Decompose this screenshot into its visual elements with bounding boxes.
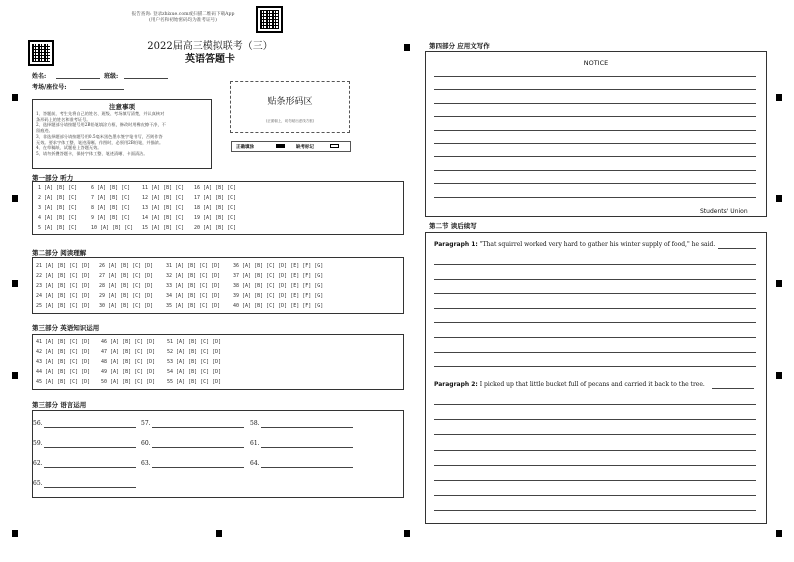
grammar-item-number: 57. — [141, 420, 151, 427]
section-continuation-title: 第二节 读后续写 — [429, 222, 477, 230]
answer-option-row[interactable]: 1 [A] [B] [C] — [38, 185, 78, 191]
paragraph2-prompt — [434, 381, 705, 388]
answer-option-row[interactable]: 4 [A] [B] [C] — [38, 215, 78, 221]
answer-option-row[interactable]: 20 [A] [B] [C] — [194, 225, 237, 231]
ruled-line[interactable] — [434, 465, 756, 466]
answer-option-row[interactable]: 34 [A] [B] [C] [D] — [166, 293, 221, 299]
ruled-line[interactable] — [434, 293, 756, 294]
name-field[interactable] — [56, 78, 100, 79]
ruled-line[interactable] — [434, 264, 756, 265]
notice-line: 2、选择题部分请按题号用2B铅笔填涂方框，修改时用橡皮擦干净，不 — [36, 122, 166, 128]
paragraph1-label: Paragraph 1: — [434, 241, 478, 248]
answer-option-row[interactable]: 33 [A] [B] [C] [D] — [166, 283, 221, 289]
answer-option-row[interactable]: 28 [A] [B] [C] [D] — [99, 283, 154, 289]
answer-option-row[interactable]: 36 [A] [B] [C] [D] [E] [F] [G] — [233, 263, 324, 269]
answer-option-row[interactable]: 41 [A] [B] [C] [D] — [36, 339, 91, 345]
ruled-line[interactable] — [434, 322, 756, 323]
paragraph1-text: "That squirrel worked very hard to gather his winter supply of food," he said. — [479, 241, 716, 248]
ruled-line[interactable] — [434, 404, 756, 405]
answer-option-row[interactable]: 27 [A] [B] [C] [D] — [99, 273, 154, 279]
section-grammar-title: 第三部分 语言运用 — [32, 401, 87, 409]
answer-option-row[interactable]: 39 [A] [B] [C] [D] [E] [F] [G] — [233, 293, 324, 299]
alignment-mark — [776, 94, 782, 101]
answer-option-row[interactable]: 35 [A] [B] [C] [D] — [166, 303, 221, 309]
ruled-line[interactable] — [434, 103, 756, 104]
grammar-item-number: 60. — [141, 440, 151, 447]
answer-option-row[interactable]: 31 [A] [B] [C] [D] — [166, 263, 221, 269]
grammar-answer-blank[interactable] — [44, 447, 136, 448]
answer-option-row[interactable]: 47 [A] [B] [C] [D] — [101, 349, 156, 355]
ruled-line[interactable] — [434, 495, 756, 496]
answer-option-row[interactable]: 14 [A] [B] [C] — [142, 215, 185, 221]
report-note-line: (用户名和初始密码均为准考证号) — [149, 18, 217, 23]
notice-line: 3、非选择题部分请按题号用0.5毫米黑色墨水签字笔书写，否则作答 — [36, 133, 163, 139]
grammar-item-number: 65. — [33, 480, 43, 487]
alignment-mark — [776, 195, 782, 202]
answer-option-row[interactable]: 22 [A] [B] [C] [D] — [36, 273, 91, 279]
answer-option-row[interactable]: 45 [A] [B] [C] [D] — [36, 379, 91, 385]
class-label: 班级: — [104, 73, 119, 80]
report-note — [113, 12, 253, 24]
answer-option-row[interactable]: 55 [A] [B] [C] [D] — [167, 379, 222, 385]
room-label: 考场/座位号: — [32, 84, 67, 91]
ruled-line[interactable] — [434, 89, 756, 90]
grammar-answer-blank[interactable] — [44, 487, 136, 488]
ruled-line[interactable] — [434, 116, 756, 117]
barcode-area — [230, 81, 350, 133]
qr-code-icon — [256, 6, 283, 33]
section-reading-title: 第二部分 阅读理解 — [32, 249, 87, 257]
answer-option-row[interactable]: 30 [A] [B] [C] [D] — [99, 303, 154, 309]
alignment-mark — [776, 530, 782, 537]
grammar-answer-blank[interactable] — [261, 467, 353, 468]
grammar-answer-blank[interactable] — [261, 427, 353, 428]
answer-option-row[interactable]: 5 [A] [B] [C] — [38, 225, 78, 231]
grammar-item-number: 64. — [250, 460, 260, 467]
notice-line: 条形码上的姓名和准考证号。 — [36, 116, 91, 122]
absent-mark-checkbox[interactable] — [330, 144, 339, 148]
notice-box — [32, 99, 212, 169]
ruled-line[interactable] — [434, 76, 756, 77]
grammar-answer-blank[interactable] — [152, 467, 244, 468]
section-cloze-title: 第三部分 英语知识运用 — [32, 324, 100, 332]
answer-option-row[interactable]: 17 [A] [B] [C] — [194, 195, 237, 201]
answer-option-row[interactable]: 21 [A] [B] [C] [D] — [36, 263, 91, 269]
grammar-answer-blank[interactable] — [152, 427, 244, 428]
section-listening-title: 第一部分 听力 — [32, 174, 74, 182]
answer-option-row[interactable]: 15 [A] [B] [C] — [142, 225, 185, 231]
notice-line: 1、答题前，考生先将自己的姓名、班级、考场填写清楚，并认真核对 — [36, 111, 165, 116]
ruled-line[interactable] — [434, 366, 756, 367]
answer-option-row[interactable]: 44 [A] [B] [C] [D] — [36, 369, 91, 375]
answer-option-row[interactable]: 48 [A] [B] [C] [D] — [101, 359, 156, 365]
alignment-mark — [12, 94, 18, 101]
barcode-title: 贴条形码区 — [267, 97, 313, 107]
answer-option-row[interactable]: 25 [A] [B] [C] [D] — [36, 303, 91, 309]
answer-option-row[interactable]: 3 [A] [B] [C] — [38, 205, 78, 211]
paragraph2-text: I picked up that little bucket full of pecans and carried it back to the tree. — [479, 381, 705, 388]
correct-fill-label: 正确填涂 — [236, 145, 254, 150]
answer-option-row[interactable]: 46 [A] [B] [C] [D] — [101, 339, 156, 345]
ruled-line[interactable] — [434, 170, 756, 171]
writing-heading: NOTICE — [583, 59, 609, 67]
alignment-mark — [12, 195, 18, 202]
alignment-mark — [776, 372, 782, 379]
ruled-line[interactable] — [434, 337, 756, 338]
grammar-item-number: 61. — [250, 440, 260, 447]
qr-code-icon — [28, 40, 54, 66]
section-writing-title: 第四部分 应用文写作 — [429, 42, 490, 50]
alignment-mark — [12, 280, 18, 287]
answer-option-row[interactable]: 10 [A] [B] [C] — [91, 225, 134, 231]
notice-line: 留痕迹。 — [36, 128, 53, 134]
page-subtitle: 英语答题卡 — [185, 54, 235, 65]
grammar-answer-blank[interactable] — [152, 447, 244, 448]
paragraph2-label: Paragraph 2: — [434, 381, 478, 388]
ruled-line[interactable] — [434, 352, 756, 353]
answer-option-row[interactable]: 43 [A] [B] [C] [D] — [36, 359, 91, 365]
grammar-answer-blank[interactable] — [261, 447, 353, 448]
ruled-line[interactable] — [434, 480, 756, 481]
paragraph2-blank[interactable] — [712, 388, 754, 389]
notice-title: 注意事项 — [109, 103, 135, 111]
correct-fill-icon — [276, 144, 285, 148]
answer-option-row[interactable]: 6 [A] [B] [C] — [91, 185, 131, 191]
ruled-line[interactable] — [434, 434, 756, 435]
ruled-line[interactable] — [434, 510, 756, 511]
answer-option-row[interactable]: 54 [A] [B] [C] [D] — [167, 369, 222, 375]
answer-option-row[interactable]: 16 [A] [B] [C] — [194, 185, 237, 191]
answer-option-row[interactable]: 51 [A] [B] [C] [D] — [167, 339, 222, 345]
answer-option-row[interactable]: 8 [A] [B] [C] — [91, 205, 131, 211]
answer-option-row[interactable]: 12 [A] [B] [C] — [142, 195, 185, 201]
alignment-mark — [404, 44, 410, 51]
answer-option-row[interactable]: 7 [A] [B] [C] — [91, 195, 131, 201]
room-field[interactable] — [80, 89, 124, 90]
answer-option-row[interactable]: 53 [A] [B] [C] [D] — [167, 359, 222, 365]
report-note-line: 报告查询: 登录zhixue.com或扫描二维码下载App — [131, 12, 235, 17]
writing-signoff: Students' Union — [700, 208, 748, 215]
absent-mark-label: 缺考标记 — [296, 145, 314, 150]
ruled-line[interactable] — [434, 156, 756, 157]
answer-option-row[interactable]: 18 [A] [B] [C] — [194, 205, 237, 211]
answer-option-row[interactable]: 13 [A] [B] [C] — [142, 205, 185, 211]
grammar-item-number: 62. — [33, 460, 43, 467]
notice-line: 4、在草稿纸、试题卷上答题无效。 — [36, 145, 102, 151]
answer-option-row[interactable]: 29 [A] [B] [C] [D] — [99, 293, 154, 299]
answer-option-row[interactable]: 11 [A] [B] [C] — [142, 185, 185, 191]
answer-option-row[interactable]: 37 [A] [B] [C] [D] [E] [F] [G] — [233, 273, 324, 279]
answer-option-row[interactable]: 9 [A] [B] [C] — [91, 215, 131, 221]
ruled-line[interactable] — [434, 143, 756, 144]
answer-option-row[interactable]: 24 [A] [B] [C] [D] — [36, 293, 91, 299]
ruled-line[interactable] — [434, 279, 756, 280]
ruled-line[interactable] — [434, 450, 756, 451]
alignment-mark — [216, 530, 222, 537]
fill-legend — [231, 141, 351, 152]
answer-option-row[interactable]: 32 [A] [B] [C] [D] — [166, 273, 221, 279]
answer-option-row[interactable]: 19 [A] [B] [C] — [194, 215, 237, 221]
alignment-mark — [776, 280, 782, 287]
grammar-answer-blank[interactable] — [44, 467, 136, 468]
answer-option-row[interactable]: 52 [A] [B] [C] [D] — [167, 349, 222, 355]
ruled-line[interactable] — [434, 130, 756, 131]
grammar-item-number: 59. — [33, 440, 43, 447]
grammar-box — [32, 410, 404, 498]
answer-option-row[interactable]: 38 [A] [B] [C] [D] [E] [F] [G] — [233, 283, 324, 289]
grammar-item-number: 58. — [250, 420, 260, 427]
notice-line: 无效。要求字体工整、笔迹清晰。作图时，必须用2B铅笔，并描浓。 — [36, 139, 164, 145]
notice-line: 5、请勿折叠答题卡，保持字体工整、笔迹清晰、卡面清洁。 — [36, 150, 148, 156]
paragraph1-prompt — [434, 241, 715, 248]
answer-option-row[interactable]: 23 [A] [B] [C] [D] — [36, 283, 91, 289]
answer-option-row[interactable]: 49 [A] [B] [C] [D] — [101, 369, 156, 375]
grammar-item-number: 56. — [33, 420, 43, 427]
alignment-mark — [12, 530, 18, 537]
page-title: 2022届高三模拟联考（三） — [147, 41, 273, 52]
answer-option-row[interactable]: 40 [A] [B] [C] [D] [E] [F] [G] — [233, 303, 324, 309]
class-field[interactable] — [124, 78, 168, 79]
answer-option-row[interactable]: 2 [A] [B] [C] — [38, 195, 78, 201]
ruled-line[interactable] — [434, 308, 756, 309]
answer-option-row[interactable]: 42 [A] [B] [C] [D] — [36, 349, 91, 355]
ruled-line[interactable] — [434, 419, 756, 420]
grammar-answer-blank[interactable] — [44, 427, 136, 428]
ruled-line[interactable] — [434, 197, 756, 198]
name-label: 姓名: — [32, 73, 47, 80]
barcode-hint: (正面朝上，切勿贴出虚线方框) — [265, 119, 315, 123]
alignment-mark — [12, 372, 18, 379]
answer-option-row[interactable]: 50 [A] [B] [C] [D] — [101, 379, 156, 385]
paragraph1-blank[interactable] — [718, 248, 756, 249]
alignment-mark — [404, 530, 410, 537]
grammar-item-number: 63. — [141, 460, 151, 467]
ruled-line[interactable] — [434, 183, 756, 184]
notice-text — [36, 111, 208, 157]
answer-option-row[interactable]: 26 [A] [B] [C] [D] — [99, 263, 154, 269]
